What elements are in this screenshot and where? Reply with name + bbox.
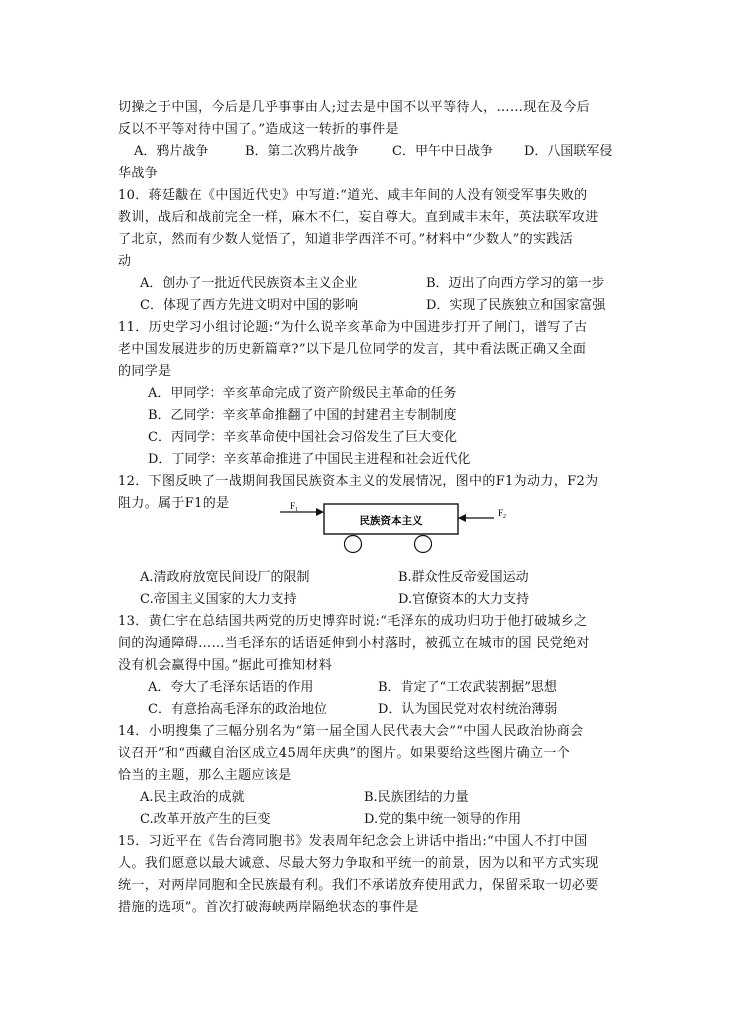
q9-option-a: A．鸦片战争 [134, 144, 209, 159]
q9-option-b: B．第二次鸦片战争 [245, 144, 359, 159]
q14-stem-line: 议召开”和“西藏自治区成立45周年庆典”的图片。如果要给这些图片确立一个 [118, 746, 571, 761]
f2-label: $F_2$ [498, 508, 507, 520]
q10-stem-line: 动 [118, 254, 132, 269]
q10-option-c: C．体现了西方先进文明对中国的影响 [140, 298, 358, 313]
q9-option-c: C．甲午中日战争 [392, 144, 493, 159]
q12-stem-line: 阻力。属于F1的是 [118, 496, 230, 511]
cart-box-label: 民族资本主义 [359, 515, 423, 527]
cart-wheel-right [415, 536, 432, 553]
q9-stem-line: 切操之于中国，今后是几乎事事由人;过去是中国不以平等待人，……现在及今后 [118, 100, 590, 115]
q11-option-b: B．乙同学：辛亥革命推翻了中国的封建君主专制制度 [148, 408, 457, 423]
q10-option-d: D．实现了民族独立和国家富强 [426, 298, 606, 313]
q13-stem-line: 没有机会赢得中国。”据此可推知材料 [118, 658, 333, 673]
cart-wheel-left [345, 536, 362, 553]
q10-stem-line: 教训，战后和战前完全一样，麻木不仁，妄自尊大。直到咸丰末年，英法联军攻进 [118, 210, 599, 225]
q11-stem-line: 11．历史学习小组讨论题:“为什么说辛亥革命为中国进步打开了闸门，谱写了古 [118, 320, 588, 335]
q12-option-a: A.清政府放宽民间设厂的限制 [140, 570, 310, 585]
q14-option-b: B.民族团结的力量 [364, 790, 469, 805]
q11-stem-line: 的同学是 [118, 364, 172, 379]
q13-option-a: A．夸大了毛泽东话语的作用 [148, 680, 314, 695]
q12-stem-line: 12．下图反映了一战期间我国民族资本主义的发展情况，图中的F1为动力，F2为 [118, 474, 599, 489]
q9-option-d-cont: 华战争 [118, 166, 159, 181]
q13-option-c: C．有意抬高毛泽东的政治地位 [148, 702, 327, 717]
q14-stem-line: 恰当的主题，那么主题应该是 [118, 768, 292, 783]
q10-option-a: A．创办了一批近代民族资本主义企业 [140, 276, 358, 291]
q13-option-d: D．认为国民党对农村统治薄弱 [378, 702, 558, 717]
q11-option-d: D．丁同学：辛亥革命推进了中国民主进程和社会近代化 [148, 452, 471, 467]
q9-stem-line: 反以不平等对待中国了。”造成这一转折的事件是 [118, 122, 399, 137]
q10-stem-line: 了北京，然而有少数人觉悟了，知道非学西洋不可。”材料中“少数人”的实践活 [118, 232, 574, 247]
q11-option-c: C．丙同学：辛亥革命使中国社会习俗发生了巨大变化 [148, 430, 457, 445]
q11-option-a: A．甲同学：辛亥革命完成了资产阶级民主革命的任务 [148, 386, 457, 401]
q12-option-c: C.帝国主义国家的大力支持 [140, 592, 297, 607]
q13-stem-line: 13．黄仁宇在总结国共两党的历史博弈时说:“毛泽东的成功归功于他打破城乡之 [118, 614, 588, 629]
q14-option-c: C.改革开放产生的巨变 [140, 812, 271, 827]
q15-stem-line: 措施的选项”。首次打破海峡两岸隔绝状态的事件是 [118, 900, 419, 915]
q12-option-d: D.官僚资本的大力支持 [398, 592, 530, 607]
q10-stem-line: 10．蒋廷黻在《中国近代史》中写道:“道光、咸丰年间的人没有领受军事失败的 [118, 188, 588, 203]
q15-stem-line: 15．习近平在《告台湾同胞书》发表周年纪念会上讲话中指出:“中国人不打中国 [118, 834, 588, 849]
q15-stem-line: 人。我们愿意以最大诚意、尽最大努力争取和平统一的前景，因为以和平方式实现 [118, 856, 599, 871]
f1-label: $F_1$ [290, 501, 299, 513]
force-diagram [280, 500, 516, 560]
q12-option-b: B.群众性反帝爱国运动 [398, 570, 529, 585]
f1-arrow [280, 508, 324, 516]
f2-arrow [458, 514, 494, 522]
q9-option-d: D．八国联军侵 [524, 144, 613, 159]
q13-option-b: B．肯定了“工农武装割据”思想 [378, 680, 557, 695]
q13-stem-line: 间的沟通障碍……当毛泽东的话语延伸到小村落时，被孤立在城市的国 民党绝对 [118, 636, 590, 651]
q14-option-d: D.党的集中统一领导的作用 [364, 812, 522, 827]
q10-option-b: B．迈出了向西方学习的第一步 [426, 276, 605, 291]
q14-stem-line: 14．小明搜集了三幅分别名为“第一届全国人民代表大会”“中国人民政治协商会 [118, 724, 584, 739]
q14-option-a: A.民主政治的成就 [140, 790, 245, 805]
q11-stem-line: 老中国发展进步的历史新篇章?”以下是几位同学的发言，其中看法既正确又全面 [118, 342, 587, 357]
q15-stem-line: 统一，对两岸同胞和全民族最有利。我们不承诺放弃使用武力，保留采取一切必要 [118, 878, 599, 893]
